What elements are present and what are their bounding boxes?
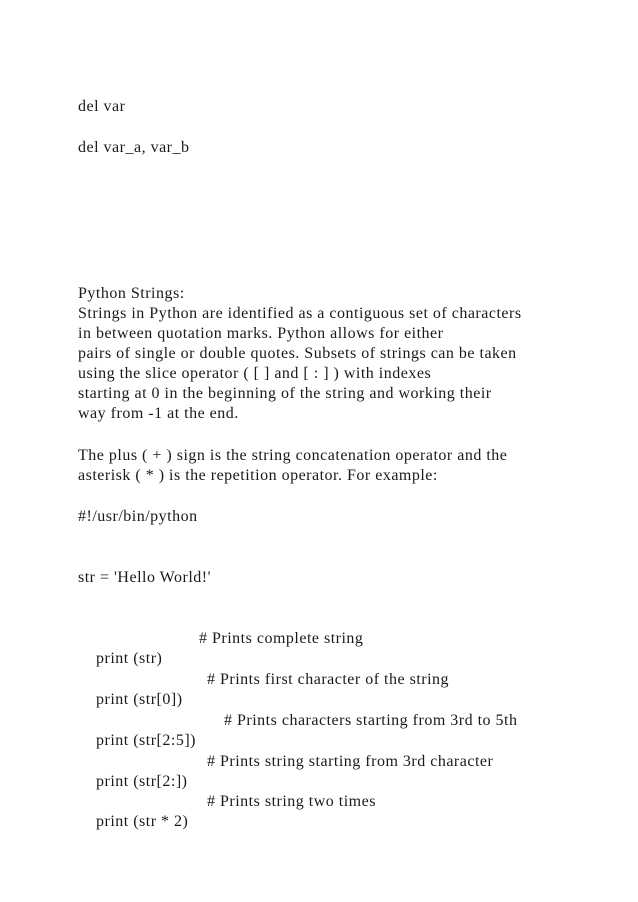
paragraph-line: Strings in Python are identified as a contiguous set of characters <box>78 305 522 322</box>
paragraph-line: starting at 0 in the beginning of the string and working their <box>78 385 492 402</box>
paragraph-line: in between quotation marks. Python allows for either <box>78 325 444 342</box>
del-line: del var <box>78 98 126 115</box>
code-comment: # Prints first character of the string <box>207 671 450 688</box>
paragraph-line: The plus ( + ) sign is the string concatenation operator and the <box>78 447 508 464</box>
code-text: print (str * 2) <box>96 813 189 830</box>
code-text: print (str) <box>96 650 163 667</box>
code-comment: # Prints complete string <box>199 630 364 647</box>
code-text: print (str[2:5]) <box>96 732 196 749</box>
paragraph-line: way from -1 at the end. <box>78 405 239 422</box>
code-text: print (str[0]) <box>96 691 183 708</box>
code-assignment: str = 'Hello World!' <box>78 569 211 586</box>
paragraph-line: asterisk ( * ) is the repetition operator. For example: <box>78 467 438 484</box>
paragraph-line: using the slice operator ( [ ] and [ : ] ) with indexes <box>78 365 432 382</box>
paragraph-line: pairs of single or double quotes. Subsets of strings can be taken <box>78 345 517 362</box>
code-comment: # Prints string starting from 3rd character <box>207 753 494 770</box>
del-line: del var_a, var_b <box>78 139 190 156</box>
code-comment: # Prints characters starting from 3rd to 5th <box>224 712 518 729</box>
code-text: print (str[2:]) <box>96 773 188 790</box>
code-comment: # Prints string two times <box>207 793 376 810</box>
code-shebang: #!/usr/bin/python <box>78 508 198 525</box>
code-line <box>78 792 376 872</box>
section-heading: Python Strings: <box>78 285 185 302</box>
